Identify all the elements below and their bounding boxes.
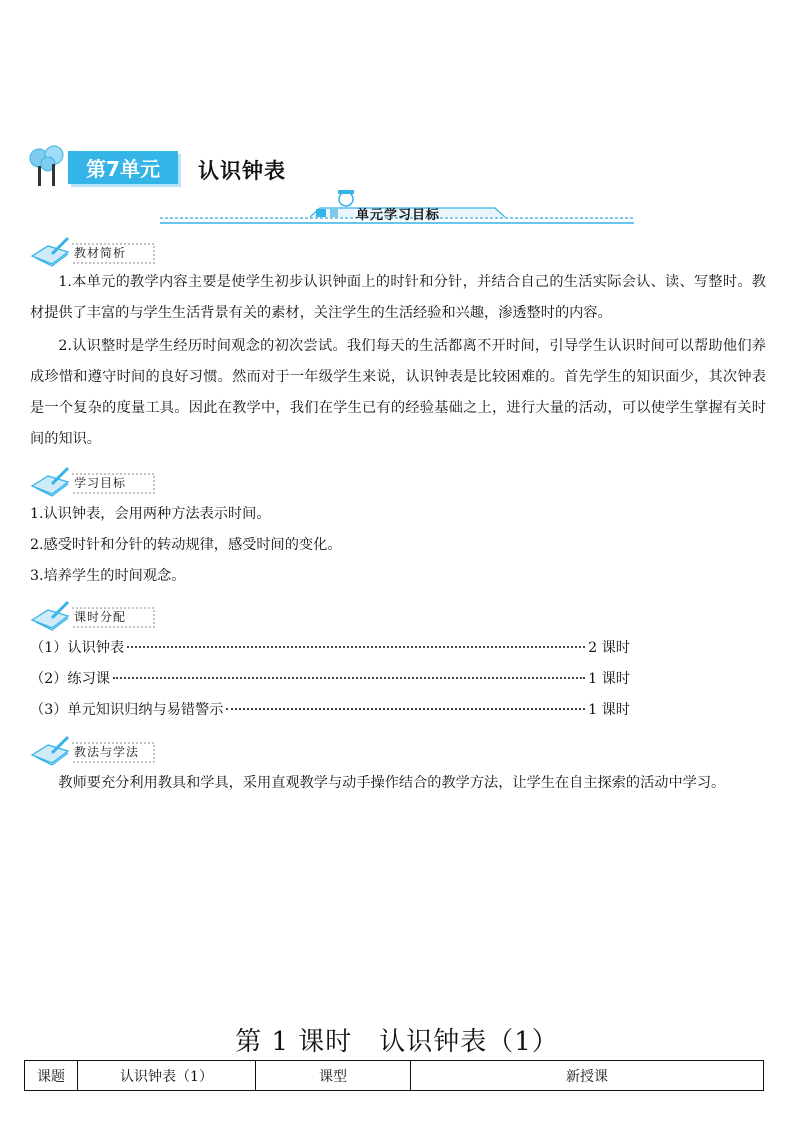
leader-dots bbox=[127, 646, 585, 648]
schedule-item-name: （2）练习课 bbox=[30, 671, 110, 687]
tree-icon bbox=[28, 144, 64, 188]
type-value: 新授课 bbox=[411, 1061, 764, 1091]
schedule-item-hours: 1 课时 bbox=[588, 671, 630, 687]
type-label: 课型 bbox=[256, 1061, 411, 1091]
leader-dots bbox=[113, 677, 585, 679]
banner-label: 单元学习目标 bbox=[356, 208, 441, 223]
section-header-analysis bbox=[28, 234, 158, 268]
schedule-row bbox=[30, 669, 630, 689]
goal-item: 3.培养学生的时间观念。 bbox=[30, 568, 186, 584]
schedule-row bbox=[30, 700, 630, 720]
section-label: 教法与学法 bbox=[74, 745, 140, 759]
analysis-paragraph-2: 2.认识整时是学生经历时间观念的初次尝试。我们每天的生活都离不开时间，引导学生认识时间可以帮助他们养成珍惜和遵守时间的良好习惯。然而对于一年级学生来说，认识钟表是比较困难的。首先学生的知识面少，其次钟表是一个复杂的度量工具。因此在教学中，我们在学生已有的经验基础之上，进行大量的活动，可以使学生掌握有关时间的知识。 bbox=[30, 338, 766, 447]
topic-value: 认识钟表（1） bbox=[78, 1061, 256, 1091]
section-header-goals bbox=[28, 464, 158, 498]
leader-dots bbox=[226, 708, 585, 710]
methods-paragraph: 教师要充分利用教具和学具，采用直观教学与动手操作结合的教学方法，让学生在自主探索的活动中学习。 bbox=[58, 775, 726, 791]
unit-title: 认识钟表 bbox=[198, 159, 286, 183]
section-label: 学习目标 bbox=[74, 476, 127, 490]
schedule-item-hours: 1 课时 bbox=[588, 702, 630, 718]
schedule-item-name: （1）认识钟表 bbox=[30, 640, 125, 656]
lesson-title: 第 1 课时 认识钟表（1） bbox=[235, 1027, 559, 1057]
goal-item: 1.认识钟表，会用两种方法表示时间。 bbox=[30, 506, 271, 522]
analysis-paragraph-1: 1.本单元的教学内容主要是使学生初步认识钟面上的时针和分针，并结合自己的生活实际会认、读、写整时。教材提供了丰富的与学生生活背景有关的素材，关注学生的生活经验和兴趣，渗透整时的内容。 bbox=[30, 274, 766, 321]
lesson-info-table bbox=[24, 1060, 764, 1091]
section-label: 教材简析 bbox=[74, 246, 127, 260]
topic-label: 课题 bbox=[25, 1061, 78, 1091]
schedule-row bbox=[30, 638, 630, 658]
goal-item: 2.感受时针和分针的转动规律，感受时间的变化。 bbox=[30, 537, 342, 553]
schedule-item-name: （3）单元知识归纳与易错警示 bbox=[30, 702, 224, 718]
section-header-schedule bbox=[28, 598, 158, 632]
section-header-methods bbox=[28, 733, 158, 767]
section-label: 课时分配 bbox=[74, 610, 127, 624]
unit-badge: 第7单元 bbox=[68, 151, 178, 184]
table-row bbox=[25, 1061, 764, 1091]
schedule-item-hours: 2 课时 bbox=[588, 640, 630, 656]
